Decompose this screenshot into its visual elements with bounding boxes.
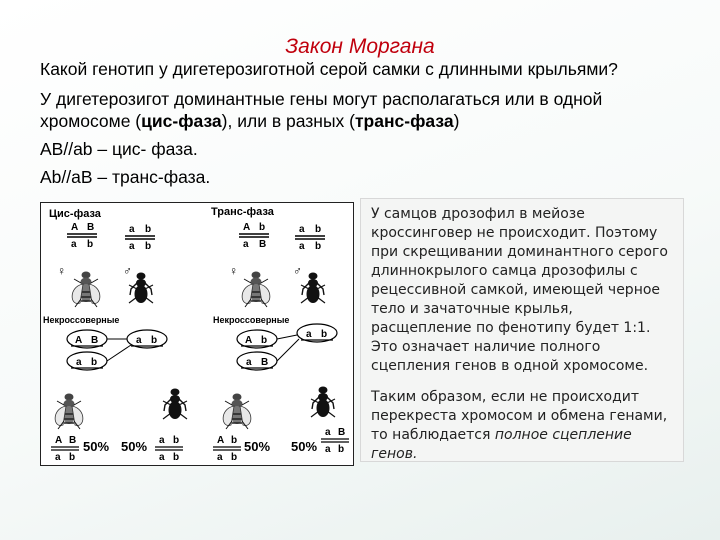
female-symbol: ♀ [229,264,238,278]
svg-text:а: а [246,357,252,368]
male-symbol: ♂ [293,264,302,278]
svg-text:А: А [217,435,225,446]
offspring-grey-fly-icon [223,394,251,430]
explanation-line-1: У дигетерозигот доминантные гены могут располагаться или в одной [40,89,603,109]
noncrossover-label: Некроссоверные [213,315,290,325]
svg-text:В: В [91,335,99,346]
svg-text:В: В [261,357,269,368]
explanation-textbox [360,198,684,462]
svg-text:а: а [217,452,223,463]
svg-text:А: А [243,222,251,233]
svg-text:а: а [76,357,82,368]
trans-female-genotype [239,222,269,250]
svg-text:b: b [261,335,268,346]
svg-text:b: b [315,224,322,235]
slide-title: Закон Моргана [285,35,435,58]
svg-text:а: а [159,452,165,463]
ratio-percent: 50% [83,439,110,454]
trans-male-gamete-ab [297,324,337,342]
svg-text:а: а [325,427,331,438]
trans-gamete-Ab [237,330,277,348]
female-symbol: ♀ [57,264,66,278]
svg-text:b: b [338,444,345,455]
cis-gamete-AB [67,330,107,348]
svg-text:В: В [259,239,267,250]
svg-text:b: b [259,222,266,233]
trans-phase-header: Транс-фаза [211,206,274,218]
svg-text:b: b [87,239,94,250]
svg-text:b: b [173,452,180,463]
svg-text:В: В [69,435,77,446]
svg-text:b: b [173,435,180,446]
cis-phase-term: цис-фаза [141,111,222,131]
cis-gamete-ab [67,352,107,370]
ratio-percent: 50% [244,439,271,454]
svg-text:b: b [231,452,238,463]
svg-text:b: b [321,329,328,340]
svg-text:А: А [75,335,83,346]
male-symbol: ♂ [123,264,132,278]
svg-text:а: а [71,239,77,250]
svg-text:В: В [87,222,95,233]
svg-text:а: а [306,329,312,340]
svg-text:а: а [136,335,142,346]
ratio-percent: 50% [121,439,148,454]
svg-text:а: а [55,452,61,463]
svg-text:а: а [299,224,305,235]
full-linkage-term: полное сцепление генов. [371,427,632,462]
cis-offspring-2 [121,435,183,463]
svg-text:а: а [129,224,135,235]
textbox-paragraph-2 [371,388,673,464]
svg-text:В: В [338,427,346,438]
explanation-line-2 [40,110,459,132]
grey-longwing-fly-icon [242,272,270,308]
svg-text:а: а [129,241,135,252]
cis-phase-header: Цис-фаза [49,208,101,220]
cis-offspring-1 [51,435,109,463]
svg-text:b: b [145,241,152,252]
crossing-scheme-figure [40,202,354,466]
svg-text:b: b [231,435,238,446]
svg-text:b: b [151,335,158,346]
black-vestigial-fly-icon [129,273,153,304]
textbox-paragraph-2-text: Таким образом, если не происходит перекреста хромосом и обмена генами, то наблюдается [371,389,668,443]
ratio-percent: 50% [291,439,318,454]
explanation-text: хромосоме ( [40,111,142,131]
svg-text:А: А [55,435,63,446]
svg-text:b: b [145,224,152,235]
cis-female-genotype [67,222,97,250]
black-vestigial-fly-icon [301,273,325,304]
svg-text:b: b [91,357,98,368]
svg-text:b: b [69,452,76,463]
offspring-grey-fly-icon [55,394,83,430]
explanation-text: ), или в разных ( [221,111,355,131]
cis-male-gamete-ab [127,330,167,348]
crossing-scheme-svg [41,203,353,465]
trans-genotype-line: Ab//aB – транс-фаза. [40,167,211,187]
offspring-black-fly-icon [311,387,335,418]
question-text: Какой генотип у дигетерозиготной серой самки с длинными крыльями? [40,59,618,79]
trans-offspring-1 [213,435,270,463]
offspring-black-fly-icon [163,389,187,420]
svg-text:А: А [71,222,79,233]
grey-longwing-fly-icon [72,272,100,308]
svg-text:а: а [299,241,305,252]
trans-phase-term: транс-фаза [354,111,454,131]
svg-text:а: а [159,435,165,446]
svg-text:а: а [243,239,249,250]
trans-male-genotype [295,224,325,252]
noncrossover-label: Некроссоверные [43,315,120,325]
svg-text:b: b [315,241,322,252]
textbox-paragraph-1: У самцов дрозофил в мейозе кроссинговер не происходит. Поэтому при скрещивании доминантного серого длиннокрылого самца дрозофилы с рецессивной самкой, имеющей черное тело и зачаточные крылья, расщепление по фенотипу будет 1:1. Это означает наличие полного сцепления генов в одной хромосоме. [371,206,668,374]
explanation-text: ) [453,111,460,131]
trans-gamete-aB [237,352,277,370]
trans-offspring-2 [291,427,349,455]
cis-genotype-line: АВ//ab – цис- фаза. [40,139,198,159]
svg-text:а: а [325,444,331,455]
cis-male-genotype [125,224,155,252]
svg-text:А: А [245,335,253,346]
